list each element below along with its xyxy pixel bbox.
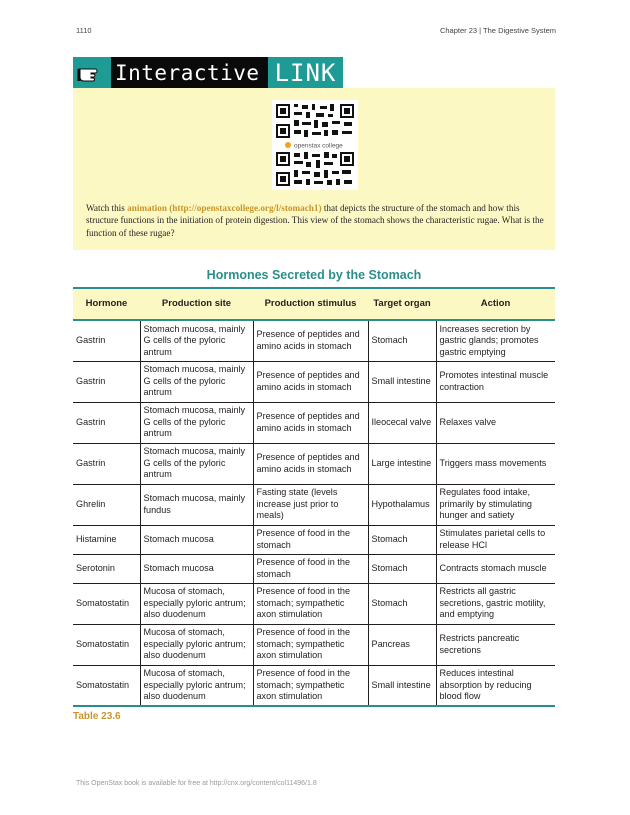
interactive-link-banner (73, 57, 343, 88)
column-header: Hormone (73, 288, 140, 320)
table-cell: Presence of food in the stomach; sympathetic axon stimulation (253, 624, 368, 665)
table-cell: Reduces intestinal absorption by reducing blood flow (436, 665, 555, 706)
table-row (73, 624, 555, 665)
table-cell: Presence of food in the stomach; sympathetic axon stimulation (253, 583, 368, 624)
table-cell: Presence of peptides and amino acids in stomach (253, 320, 368, 361)
chapter-title: Chapter 23 | The Digestive System (439, 26, 556, 35)
table-cell: Relaxes valve (436, 402, 555, 443)
table-cell: Contracts stomach muscle (436, 554, 555, 583)
table-label: Table 23.6 (73, 711, 121, 722)
table-row (73, 361, 555, 402)
table-cell: Stomach mucosa (140, 554, 253, 583)
table-title: Hormones Secreted by the Stomach (206, 268, 422, 282)
link-word: LINK (268, 57, 344, 88)
column-header: Production site (140, 288, 253, 320)
table-cell: Mucosa of stomach, especially pyloric antrum; also duodenum (140, 583, 253, 624)
table-cell: Stomach mucosa, mainly fundus (140, 484, 253, 525)
table-cell: Mucosa of stomach, especially pyloric antrum; also duodenum (140, 665, 253, 706)
table-cell: Presence of peptides and amino acids in stomach (253, 402, 368, 443)
table-row (73, 554, 555, 583)
interactive-word: Interactive (111, 57, 268, 88)
openstax-logo-text: openstax college (294, 142, 343, 150)
table-cell: Small intestine (368, 665, 436, 706)
table-cell: Stomach (368, 583, 436, 624)
table-cell: Presence of food in the stomach (253, 525, 368, 554)
table-cell: Triggers mass movements (436, 443, 555, 484)
table-cell: Somatostatin (73, 583, 140, 624)
table-cell: Ghrelin (73, 484, 140, 525)
table-cell: Restricts all gastric secretions, gastric motility, and emptying (436, 583, 555, 624)
table-cell: Stomach (368, 320, 436, 361)
text-after: that depicts the structure of the stomach and how this structure functions in the initiation of protein digestion. This view of the stomach shows the characteristic rugae. What is the function of these rugae? (86, 203, 544, 238)
table-row (73, 665, 555, 706)
table-cell: Large intestine (368, 443, 436, 484)
table-cell: Stomach (368, 525, 436, 554)
interactive-link-text (86, 202, 548, 239)
table-cell: Regulates food intake, primarily by stimulating hunger and satiety (436, 484, 555, 525)
table-cell: Small intestine (368, 361, 436, 402)
column-header: Target organ (368, 288, 436, 320)
table-cell: Somatostatin (73, 624, 140, 665)
column-header: Action (436, 288, 555, 320)
table-row (73, 525, 555, 554)
table-cell: Stomach mucosa, mainly G cells of the pyloric antrum (140, 443, 253, 484)
table-cell: Promotes intestinal muscle contraction (436, 361, 555, 402)
table-row (73, 443, 555, 484)
hormones-table (73, 287, 555, 707)
table-cell: Presence of peptides and amino acids in stomach (253, 361, 368, 402)
table-cell: Mucosa of stomach, especially pyloric antrum; also duodenum (140, 624, 253, 665)
table-cell: Fasting state (levels increase just prior to meals) (253, 484, 368, 525)
table-cell: Histamine (73, 525, 140, 554)
table-cell: Increases secretion by gastric glands; promotes gastric emptying (436, 320, 555, 361)
table-row (73, 402, 555, 443)
table-cell: Restricts pancreatic secretions (436, 624, 555, 665)
table-row (73, 484, 555, 525)
table-cell: Ileocecal valve (368, 402, 436, 443)
table-cell: Stomach mucosa (140, 525, 253, 554)
page-number: 1110 (76, 26, 92, 35)
table-cell: Stomach (368, 554, 436, 583)
table-row (73, 320, 555, 361)
table-row (73, 583, 555, 624)
table-cell: Presence of food in the stomach (253, 554, 368, 583)
table-cell: Gastrin (73, 361, 140, 402)
animation-link[interactable]: animation (http://openstaxcollege.org/l/stomach1) (127, 203, 322, 213)
table-cell: Gastrin (73, 320, 140, 361)
table-cell: Gastrin (73, 402, 140, 443)
table-cell: Presence of peptides and amino acids in stomach (253, 443, 368, 484)
table-cell: Hypothalamus (368, 484, 436, 525)
text-before: Watch this (86, 203, 128, 213)
table-cell: Pancreas (368, 624, 436, 665)
table-cell: Presence of food in the stomach; sympathetic axon stimulation (253, 665, 368, 706)
footer-text: This OpenStax book is available for free at http://cnx.org/content/col11496/1.8 (76, 780, 317, 787)
table-header-row (73, 288, 555, 320)
table-cell: Stomach mucosa, mainly G cells of the pyloric antrum (140, 402, 253, 443)
table-cell: Stimulates parietal cells to release HCl (436, 525, 555, 554)
column-header: Production stimulus (253, 288, 368, 320)
table-cell: Somatostatin (73, 665, 140, 706)
table-cell: Serotonin (73, 554, 140, 583)
qr-code-icon[interactable] (272, 100, 358, 190)
pointing-hand-icon (73, 57, 111, 88)
table-cell: Gastrin (73, 443, 140, 484)
table-cell: Stomach mucosa, mainly G cells of the pyloric antrum (140, 320, 253, 361)
table-cell: Stomach mucosa, mainly G cells of the pyloric antrum (140, 361, 253, 402)
